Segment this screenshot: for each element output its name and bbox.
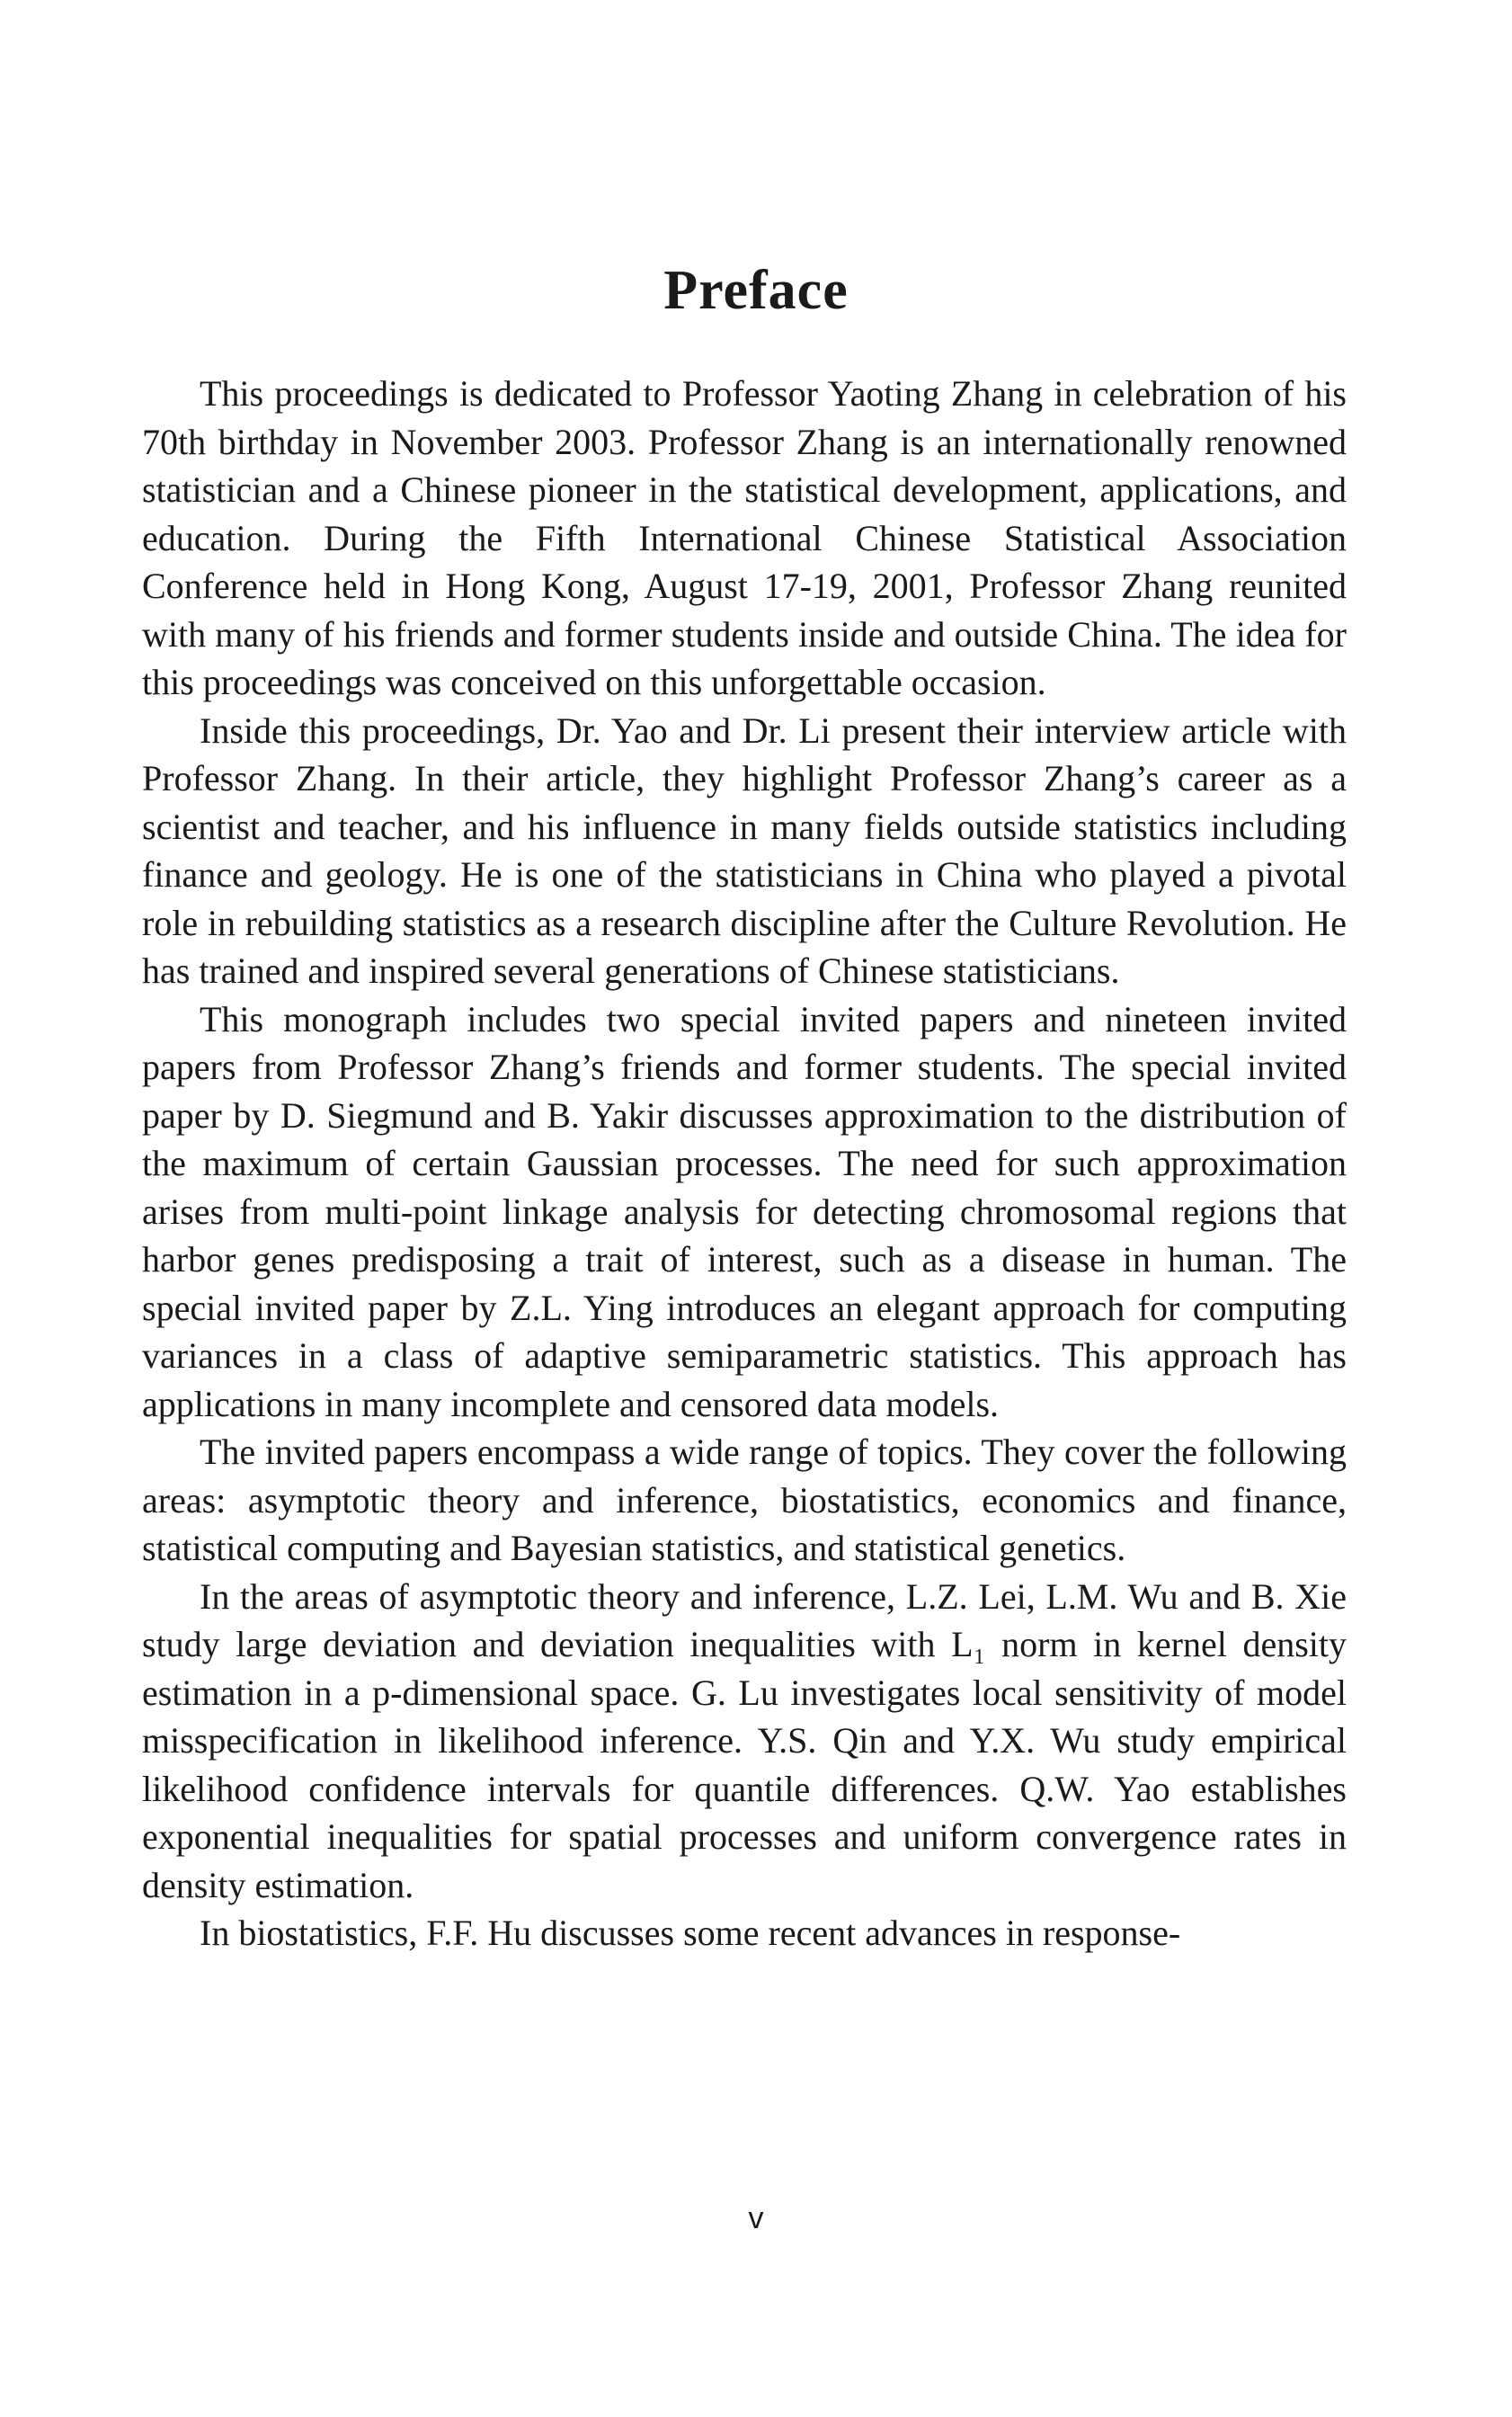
paragraph-asymptotic: In the areas of asymptotic theory and inference, L.Z. Lei, L.M. Wu and B. Xie study large deviation and deviation inequalities with L₁ norm in kernel density estimation in a p-dimensional space. G. Lu investigates local sensitivity of model misspecification in likelihood inference. Y.S. Qin and Y.X. Wu study empirical likelihood confidence intervals for quantile differences. Q.W. Yao establishes exponential inequalities for spatial processes and uniform convergence rates in density estimation. <box>142 1575 1347 1905</box>
page-number: v <box>748 2201 764 2235</box>
paragraph-interview: Inside this proceedings, Dr. Yao and Dr. Li present their interview article with Professor Zhang. In their article, they highlight Professor Zhang’s career as a scientist and teacher, and his influence in many fields outside statistics including finance and geology. He is one of the statisticians in China who played a pivotal role in rebuilding statistics as a research discipline after the Culture Revolution. He has trained and inspired several generations of Chinese statisticians. <box>142 709 1347 991</box>
paragraph-biostatistics: In biostatistics, F.F. Hu discusses some recent advances in response- <box>200 1913 1181 1953</box>
paragraph-monograph: This monograph includes two special invited papers and nineteen invited papers from Professor Zhang’s friends and former students. The special invited paper by D. Siegmund and B. Yakir discusses approximation to the distribution of the maximum of certain Gaussian processes. The need for such approximation arises from multi-point linkage analysis for detecting chromosomal regions that harbor genes predisposing a trait of interest, such as a disease in human. The special invited paper by Z.L. Ying introduces an elegant approach for computing variances in a class of adaptive semiparametric statistics. This approach has applications in many incomplete and censored data models. <box>142 998 1347 1424</box>
page-title: Preface <box>663 260 849 321</box>
paragraph-topics: The invited papers encompass a wide range of topics. They cover the following areas: asymptotic theory and inference, biostatistics, economics and finance, statistical computing and Bayesian statistics, and statistical genetics. <box>142 1431 1347 1568</box>
preface-body <box>142 370 1347 1958</box>
paragraph-dedication: This proceedings is dedicated to Professor Yaoting Zhang in celebration of his 70th birthday in November 2003. Professor Zhang is an internationally renowned statistician and a Chinese pioneer in the statistical development, applications, and education. During the Fifth International Chinese Statistical Association Conference held in Hong Kong, August 17-19, 2001, Professor Zhang reunited with many of his friends and former students inside and outside China. The idea for this proceedings was conceived on this unforgettable occasion. <box>142 373 1347 702</box>
